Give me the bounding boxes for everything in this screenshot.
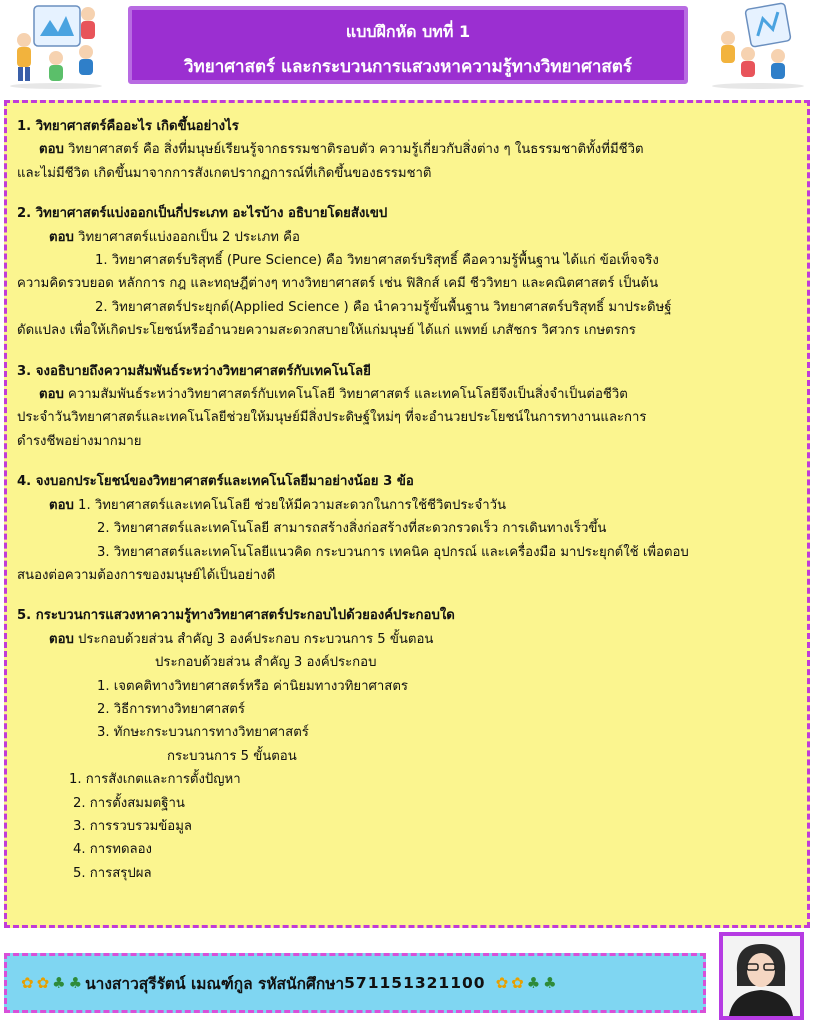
answer-text: วิทยาศาสตร์แบ่งออกเป็น 2 ประเภท คือ bbox=[73, 229, 300, 245]
title-banner bbox=[128, 6, 688, 84]
sunflower-icon: ✿ bbox=[21, 974, 34, 992]
palm-tree-icon: ♣ bbox=[543, 974, 557, 992]
question-3: 3. จงอธิบายถึงความสัมพันธ์ระหว่างวิทยาศาสตร์กับเทคโนโลยี bbox=[17, 363, 371, 379]
answer-label: ตอบ bbox=[39, 142, 64, 158]
answer-4-line-1 bbox=[17, 494, 799, 517]
question-2: 2. วิทยาศาสตร์แบ่งออกเป็นกี่ประเภท อะไรบ้าง อธิบายโดยสังเขป bbox=[17, 206, 388, 222]
student-name-banner bbox=[4, 953, 706, 1013]
sunflower-icon: ✿ bbox=[495, 974, 509, 992]
answer-3-line-1 bbox=[17, 383, 799, 406]
answer-label: ตอบ bbox=[39, 387, 64, 403]
answer-text: 1. วิทยาศาสตร์และเทคโนโลยี ช่วยให้มีความสะดวกในการใช้ชีวิตประจำวัน bbox=[73, 497, 507, 513]
question-4: 4. จงบอกประโยชน์ของวิทยาศาสตร์และเทคโนโลยีมาอย่างน้อย 3 ข้อ bbox=[17, 474, 414, 490]
step-4: 4. การทดลอง bbox=[73, 842, 152, 858]
component-3: 3. ทักษะกระบวนการทางวิทยาศาสตร์ bbox=[97, 725, 309, 741]
chapter-title: วิทยาศาสตร์ และกระบวนการแสวงหาความรู้ทางวิทยาศาสตร์ bbox=[184, 57, 632, 77]
answer-4-line-4: สนองต่อความต้องการของมนุษย์ได้เป็นอย่างดี bbox=[17, 567, 276, 583]
answer-label: ตอบ bbox=[49, 631, 74, 647]
component-2: 2. วิธีการทางวิทยาศาสตร์ bbox=[97, 701, 245, 717]
kids-illustration-left bbox=[6, 2, 106, 90]
answer-text: ประกอบด้วยส่วน สำคัญ 3 องค์ประกอบ กระบวนการ 5 ขั้นตอน bbox=[73, 631, 434, 647]
answer-text: ความสัมพันธ์ระหว่างวิทยาศาสตร์กับเทคโนโลยี วิทยาศาสตร์ และเทคโนโลยีจึงเป็นสิ่งจำเป็นต่อชีวิต bbox=[63, 387, 628, 403]
palm-tree-icon: ♣ bbox=[526, 974, 541, 992]
question-1: 1. วิทยาศาสตร์คืออะไร เกิดขึ้นอย่างไร bbox=[17, 119, 239, 134]
kids-illustration-right bbox=[708, 2, 808, 90]
answer-4-line-2: 2. วิทยาศาสตร์และเทคโนโลยี สามารถสร้างสิ่งก่อสร้างที่สะดวกรวดเร็ว การเดินทางเร็วขึ้น bbox=[97, 521, 607, 537]
answer-2-line-5: ดัดแปลง เพื่อให้เกิดประโยชน์หรืออำนวยความสะดวกสบายให้แก่มนุษย์ ได้แก่ แพทย์ เภสัชกร วิศวกร เกษตรกร bbox=[17, 323, 636, 339]
answer-4-line-3: 3. วิทยาศาสตร์และเทคโนโลยีแนวคิด กระบวนการ เทคนิค อุปกรณ์ และเครื่องมือ มาประยุกต์ใช้ เพื่อตอบ bbox=[97, 544, 689, 560]
steps-heading: กระบวนการ 5 ขั้นตอน bbox=[167, 748, 297, 764]
answer-3-line-3: ดำรงชีพอย่างมากมาย bbox=[17, 433, 142, 449]
answer-2-line-1 bbox=[17, 226, 799, 249]
answer-2-line-4: 2. วิทยาศาสตร์ประยุกต์(Applied Science ) คือ นำความรู้ขั้นพื้นฐาน วิทยาศาสตร์บริสุทธิ์ มาประดิษฐ์ bbox=[95, 299, 672, 315]
answer-label: ตอบ bbox=[49, 497, 74, 513]
answer-label: ตอบ bbox=[49, 229, 74, 245]
answer-text: วิทยาศาสตร์ คือ สิ่งที่มนุษย์เรียนรู้จากธรรมชาติรอบตัว ความรู้เกี่ยวกับสิ่งต่าง ๆ ในธรรมชาติทั้งที่มีชีวิต bbox=[63, 142, 644, 158]
answer-1-line-2: และไม่มีชีวิต เกิดขึ้นมาจากการสังเกตปรากฏการณ์ที่เกิดขึ้นของธรรมชาติ bbox=[17, 165, 432, 181]
component-1: 1. เจตคติทางวิทยาศาสตร์หรือ ค่านิยมทางวทิยาศาสตร bbox=[97, 678, 408, 694]
step-1: 1. การสังเกตและการตั้งปัญหา bbox=[69, 772, 241, 788]
question-5: 5. กระบวนการแสวงหาความรู้ทางวิทยาศาสตร์ประกอบไปด้วยองค์ประกอบใด bbox=[17, 608, 455, 624]
components-heading: ประกอบด้วยส่วน สำคัญ 3 องค์ประกอบ bbox=[155, 655, 377, 671]
student-id: 571151321100 bbox=[344, 974, 486, 992]
student-photo bbox=[719, 932, 804, 1020]
step-3: 3. การรวบรวมข้อมูล bbox=[73, 818, 192, 834]
exercise-panel bbox=[4, 100, 810, 928]
step-2: 2. การตั้งสมมตฐิาน bbox=[73, 795, 185, 811]
answer-2-line-3: ความคิดรวบยอด หลักการ กฎ และทฤษฎีต่างๆ ทางวิทยาศาสตร์ เช่น ฟิสิกส์ เคมี ชีววิทยา และคณิตศาสตร์ เป็นต้น bbox=[17, 276, 659, 292]
answer-5-line-1 bbox=[17, 628, 799, 651]
exercise-title: แบบฝึกหัด บทที่ 1 bbox=[345, 22, 471, 41]
palm-tree-icon: ♣ bbox=[52, 974, 66, 992]
step-5: 5. การสรุปผล bbox=[73, 865, 152, 881]
answer-2-line-2: 1. วิทยาศาสตร์บริสุทธิ์ (Pure Science) คือ วิทยาศาสตร์บริสุทธิ์ คือความรู้พื้นฐาน ได้แก่ ข้อเท็จจริง bbox=[95, 253, 659, 269]
sunflower-icon: ✿ bbox=[36, 974, 50, 992]
palm-tree-icon: ♣ bbox=[68, 974, 83, 992]
sunflower-icon: ✿ bbox=[511, 974, 524, 992]
student-name: นางสาวสุรีรัตน์ เมณฑ์กูล รหัสนักศึกษา bbox=[85, 974, 345, 993]
answer-3-line-2: ประจำวันวิทยาศาสตร์และเทคโนโลยีช่วยให้มนุษย์มีสิ่งประดิษฐ์ใหม่ๆ ที่จะอำนวยประโยชน์ในการทางานและการ bbox=[17, 410, 647, 426]
answer-1-line-1 bbox=[17, 138, 799, 161]
portrait-image bbox=[723, 936, 800, 1016]
